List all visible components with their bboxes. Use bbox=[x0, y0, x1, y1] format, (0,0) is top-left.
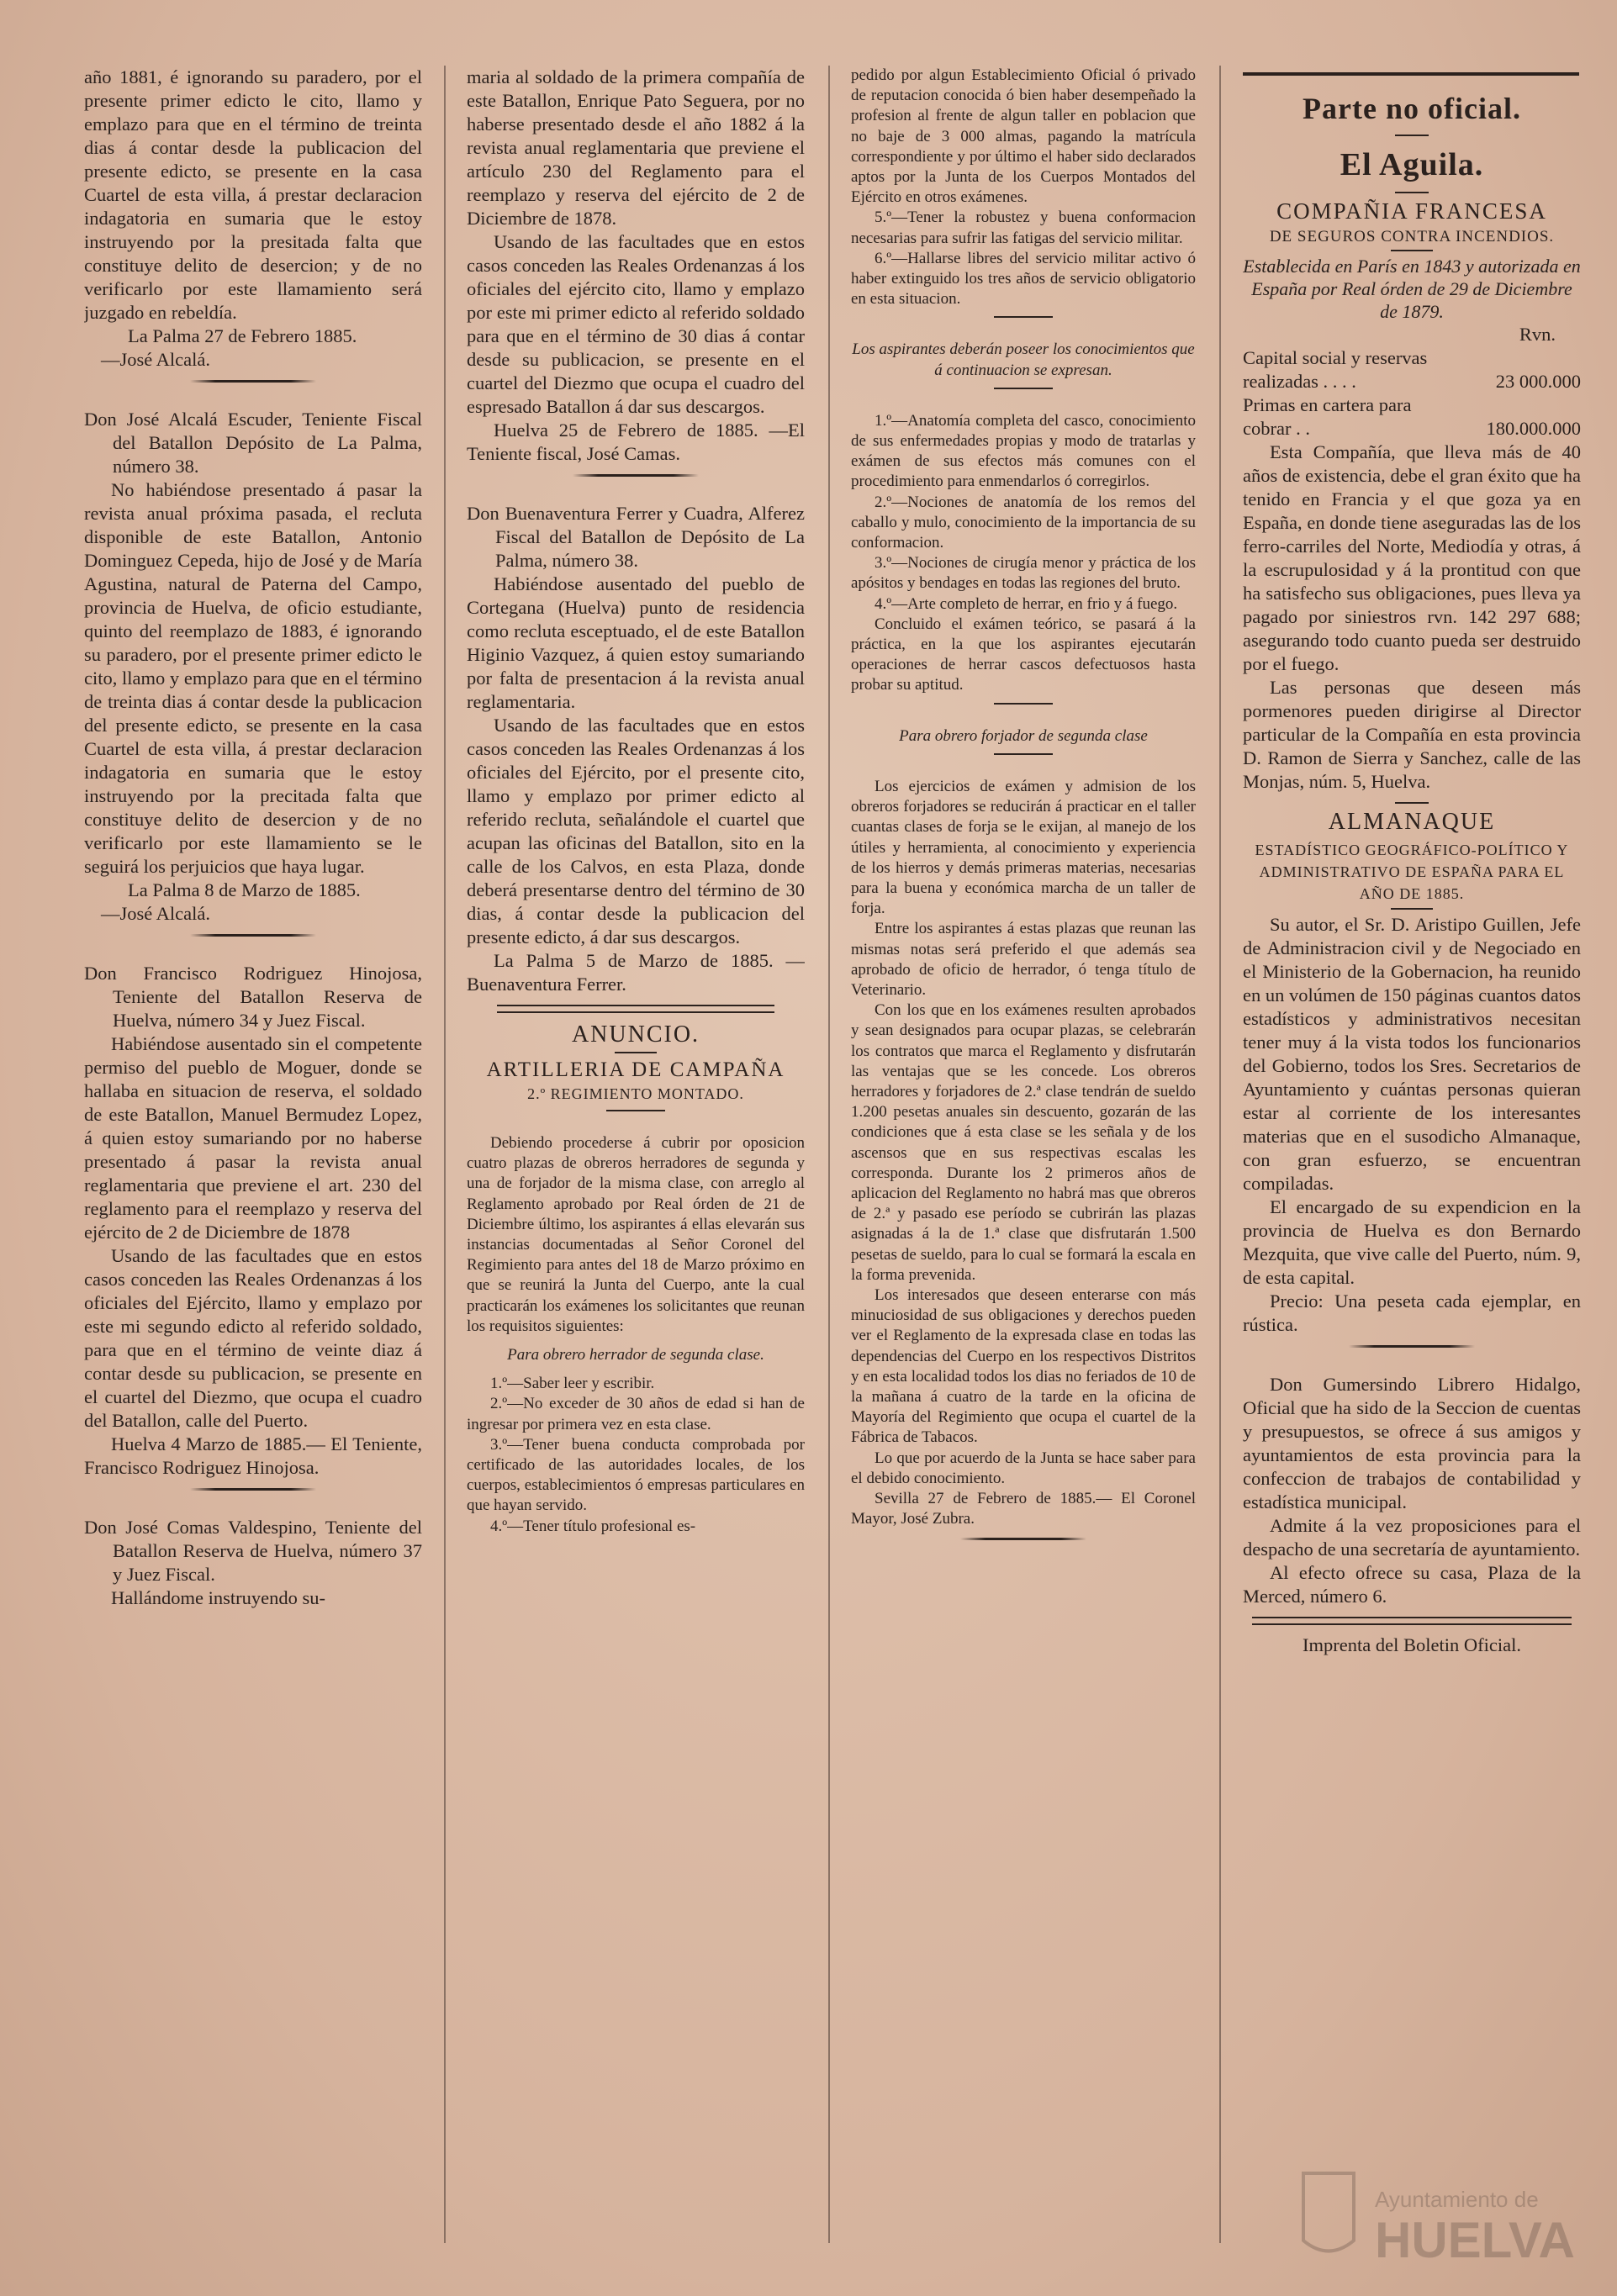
paragraph: Entre los aspirantes á estas plazas que reunan las mismas notas será preferido el que además sea aprobado de oficio de herrador, ó tenga título de Veterinario. bbox=[851, 920, 1196, 999]
separator bbox=[994, 753, 1053, 755]
paragraph: Lo que por acuerdo de la Junta se hace saber para el debido conocimiento. bbox=[851, 1449, 1196, 1487]
capital-row bbox=[1243, 346, 1581, 393]
signature: Sevilla 27 de Febrero de 1885.— El Coronel Mayor, José Zubra. bbox=[851, 1490, 1196, 1528]
stamp-line-2: HUELVA bbox=[1375, 2212, 1575, 2268]
separator bbox=[606, 1110, 665, 1111]
separator bbox=[994, 388, 1053, 389]
separator bbox=[615, 1052, 657, 1053]
paragraph: Con los que en los exámenes resulten aprobados y sean designados para ocupar plazas, se celebrarán los contratos que marca el Reglamento y disfrutarán las ventajas que se les concede. Los obreros herradores y forjadores de 2.ª clase tendrán de sueldo 1.200 pesetas anuales sin descuento, gozarán de las condiciones que á esta clase se les señala y de los ascensos que en sus respectivas escalas les corresponda. Durante los 2 primeros años de aplicacion del Reglamento no habrá mas que obreros de 2.ª y pasado ese período se cubrirán las plazas asignadas á la de 1.ª clase que disfrutarán 1.500 pesetas de sueldo, para lo cual se formará la escala en la forma prevenida. bbox=[851, 1001, 1196, 1284]
column-3 bbox=[851, 66, 1196, 1565]
primas-row bbox=[1243, 393, 1581, 441]
capital-label: Capital social y reservas realizadas . . . . bbox=[1243, 347, 1428, 392]
separator bbox=[1391, 908, 1433, 910]
paragraph: Los interesados que deseen enterarse con más minuciosidad de sus obligaciones y derechos pueden ver el Reglamento de la expresada clase en todas las dependencias del Cuerpo en los respectivos Distritos y en esta localidad todos los dias no feriados de 10 de la mañana á cuatro de la tarde en la oficina de Mayoría del Regimiento que ocupa el cuartel de la Fábrica de Tabacos. bbox=[851, 1285, 1196, 1447]
paragraph: Hallándome instruyendo su- bbox=[111, 1587, 325, 1608]
subheading: Los aspirantes deberán poseer los conocimientos que á continuacion se expresan. bbox=[852, 340, 1195, 379]
section-title: Parte no oficial. bbox=[1303, 92, 1521, 125]
paragraph: El encargado de su expendicion en la provincia de Huelva es don Bernardo Mezquita, que vive calle del Puerto, núm. 9, de esta capital. bbox=[1243, 1196, 1581, 1288]
column-2 bbox=[467, 66, 805, 1537]
capital-value: 23 000.000 bbox=[1495, 371, 1581, 392]
column-rule bbox=[828, 66, 830, 2243]
paragraph: Debiendo procederse á cubrir por oposicion cuatro plazas de obreros herradores de segunda y una de forjador de la misma clase, con arreglo al Reglamento aprobado por Real órden de 21 de Diciembre último, los aspirantes á ellas elevarán sus instancias documentadas al Señor Coronel del Regimiento para antes del 18 de Marzo próximo en que se reunirá la Junta del Cuerpo, ante la cual practicarán los exámenes los solicitantes que reunan los requisitos siguientes: bbox=[467, 1134, 805, 1335]
requirement: 6.º—Hallarse libres del servicio militar activo ó haber extinguido los tres años de servicio obligatorio en esta situacion. bbox=[851, 249, 1196, 309]
separator bbox=[1395, 135, 1429, 136]
stamp-line-1: Ayuntamiento de bbox=[1375, 2187, 1539, 2212]
requirement: 2.º—No exceder de 30 años de edad si han de ingresar por primera vez en esta clase. bbox=[467, 1395, 805, 1433]
signature: —José Alcalá. bbox=[101, 903, 210, 924]
column-rule bbox=[1219, 66, 1221, 2243]
double-rule bbox=[497, 1005, 774, 1013]
column-1 bbox=[84, 66, 422, 1610]
notice-heading: Don José Comas Valdespino, Teniente del Batallon Reserva de Huelva, número 37 y Juez Fiscal. bbox=[84, 1517, 422, 1585]
separator bbox=[960, 1538, 1086, 1540]
company-establishment: Establecida en París en 1843 y autorizada en España por Real órden de 29 de Diciembre de 1879. bbox=[1243, 256, 1581, 322]
paragraph: Usando de las facultades que en estos casos conceden las Reales Ordenanzas á los oficiales del ejército cito, llamo y emplazo por este mi primer edicto al referido soldado para que en el término de 30 dias á contar desde su publicacion, se presente en el cuartel del Diezmo que ocupa el cuadro del espresado Batallon á dar sus descargos. bbox=[467, 231, 805, 417]
column-4 bbox=[1243, 81, 1581, 1657]
almanaque-subtitle: ESTADÍSTICO GEOGRÁFICO-POLÍTICO Y ADMINISTRATIVO DE ESPAÑA PARA EL AÑO DE 1885. bbox=[1255, 842, 1569, 902]
separator bbox=[573, 474, 699, 477]
paragraph: Su autor, el Sr. D. Aristipo Guillen, Jefe de Administracion civil y de Negociado en el Ministerio de la Gobernacion, ha reunido en un volúmen de 150 páginas cuantos datos estadísticos y administrativos necesitan tener muy á la vista todos los funcionarios del Gobierno, todos los Sres. Secretarios de Ayuntamiento y cuántas personas quieran estar al corriente de los interesantes materias que en el susodicho Almanaque, con gran esfuerzo, se encuentran compiladas. bbox=[1243, 914, 1581, 1194]
paragraph: Don Gumersindo Librero Hidalgo, Oficial que ha sido de la Seccion de cuentas y presupuestos, se ofrece á sus amigos y ayuntamientos de esta provincia para la confeccion de trabajos de contabilidad y estadística municipal. bbox=[1243, 1374, 1581, 1512]
primas-label: Primas en cartera para cobrar . . bbox=[1243, 394, 1412, 439]
paragraph: Al efecto ofrece su casa, Plaza de la Merced, número 6. bbox=[1243, 1562, 1581, 1607]
separator bbox=[1395, 192, 1429, 193]
signature: —José Alcalá. bbox=[101, 349, 210, 370]
notice-heading: Don José Alcalá Escuder, Teniente Fiscal del Batallon Depósito de La Palma, número 38. bbox=[84, 409, 422, 477]
requirement: 3.º—Tener buena conducta comprobada por certificado de las autoridades locales, de los cuerpos, establecimientos ó empresas particulares en que hayan servido. bbox=[467, 1435, 805, 1515]
paragraph: Admite á la vez proposiciones para el despacho de una secretaría de ayuntamiento. bbox=[1243, 1515, 1581, 1560]
requirement: 4.º—Arte completo de herrar, en frio y á fuego. bbox=[875, 594, 1178, 613]
requirement: 3.º—Nociones de cirugía menor y práctica de los apósitos y bendages en todas las regiones del bruto. bbox=[851, 554, 1196, 593]
double-rule bbox=[1252, 1617, 1572, 1625]
separator bbox=[190, 934, 316, 937]
printer-line: Imprenta del Boletin Oficial. bbox=[1303, 1634, 1521, 1655]
paragraph: Usando de las facultades que en estos casos conceden las Reales Ordenanzas á los oficiales del Ejército, llamo y emplazo por este mi segundo edicto al referido soldado, para que en el término de veinte diaz á contar desde su publicacion, se presente en el cuartel del Diezmo, que ocupa el cuadro del Batallon, calle del Puerto. bbox=[84, 1245, 422, 1431]
paragraph: Concluido el exámen teórico, se pasará á la práctica, en la que los aspirantes ejecutarán operaciones de herrar cascos defectuosos hasta probar su aptitud. bbox=[851, 615, 1196, 694]
company-subtitle: DE SEGUROS CONTRA INCENDIOS. bbox=[1269, 228, 1555, 245]
regimiento-title: 2.º REGIMIENTO MONTADO. bbox=[527, 1085, 744, 1102]
separator bbox=[190, 1488, 316, 1491]
paragraph: Habiéndose ausentado sin el competente permiso del pueblo de Moguer, donde se hallaba en situacion de reserva, el soldado de este Batallon, Manuel Bermudez Lopez, á quien estoy sumariando por no haberse presentado á pasar la revista anual reglamentaria que previene el art. 230 del reglamento para el reemplazo y reserva del ejército de 2 de Diciembre de 1878 bbox=[84, 1033, 422, 1243]
requirement: 1.º—Saber leer y escribir. bbox=[490, 1375, 655, 1393]
municipal-watermark bbox=[1287, 2148, 1614, 2291]
signature: Huelva 25 de Febrero de 1885. —El Teniente fiscal, José Camas. bbox=[467, 420, 805, 464]
separator bbox=[994, 316, 1053, 318]
subheading: Para obrero herrador de segunda clase. bbox=[507, 1346, 764, 1364]
requirement: 4.º—Tener título profesional es- bbox=[490, 1517, 696, 1535]
paragraph: Las personas que deseen más pormenores pueden dirigirse al Director particular de la Compañía en esta provincia D. Ramon de Sierra y Sanchez, calle de las Monjas, núm. 5, Huelva. bbox=[1243, 677, 1581, 792]
separator bbox=[1395, 802, 1429, 804]
company-name: COMPAÑIA FRANCESA bbox=[1276, 198, 1547, 224]
primas-value: 180.000.000 bbox=[1486, 418, 1581, 439]
dateline: La Palma 8 de Marzo de 1885. bbox=[128, 879, 361, 900]
separator bbox=[994, 703, 1053, 705]
almanaque-title: ALMANAQUE bbox=[1328, 809, 1496, 835]
paragraph: maria al soldado de la primera compañía de este Batallon, Enrique Pato Seguera, por no haberse presentado desde el año 1882 á la revista anual reglamentaria que previene el artículo 230 del Reglamento para el reemplazo y reserva del ejército de 2 de Diciembre de 1878. bbox=[467, 66, 805, 229]
paragraph: No habiéndose presentado á pasar la revista anual próxima pasada, el recluta disponible de este Batallon, Antonio Dominguez Cepeda, hijo de José y de María Agustina, natural de Paterna del Campo, provincia de Huelva, de oficio estudiante, quinto del reemplazo de 1883, é ignorando su paradero, por el presente primer edicto le cito, llamo y emplazo para que en el término de treinta dias á contar desde la publicacion del presente edicto, se presente en la casa Cuartel de esta villa, á prestar declaracion indagatoria en sumaria que le estoy instruyendo por la precitada falta que constituye delito de desercion y de no verificarlo por este llamamiento se le seguirá los perjuicios que haya lugar. bbox=[84, 479, 422, 877]
anuncio-title: ANUNCIO. bbox=[571, 1021, 700, 1048]
artilleria-title: ARTILLERIA DE CAMPAÑA bbox=[486, 1058, 785, 1081]
requirement: 1.º—Anatomía completa del casco, conocimiento de sus enfermedades propias y modo de tratarlas y exámen de sus efectos más comunes con el procedimiento para enmendarlos ó corregirlos. bbox=[851, 411, 1196, 491]
column-rule bbox=[444, 66, 446, 2243]
signature: Huelva 4 Marzo de 1885.— El Teniente, Francisco Rodriguez Hinojosa. bbox=[84, 1433, 422, 1478]
subheading: Para obrero forjador de segunda clase bbox=[899, 726, 1148, 745]
dateline: La Palma 27 de Febrero 1885. bbox=[128, 325, 357, 346]
separator bbox=[1349, 1345, 1475, 1348]
paragraph: Esta Compañía, que lleva más de 40 años de existencia, debe el gran éxito que ha tenido en Francia y el que goza ya en España, en donde tiene aseguradas las de los ferro-carriles del Norte, Mediodía y otras, á la escrupulosidad y á la prontitud con que ha satisfecho sus obligaciones, pues lleva ya pagado por siniestros rvn. 142 297 688; asegurando todo cuanto pueda ser destruido por el fuego. bbox=[1243, 441, 1581, 674]
paragraph: pedido por algun Establecimiento Oficial ó privado de reputacion conocida ó bien haber desempeñado la profesion al frente de algun taller en poblacion que no baje de 3 000 almas, pagando la matrícula correspondiente y por último el haber sido declarados aptos por la Junta de los Cuerpos Montados del Ejército en otros exámenes. bbox=[851, 66, 1196, 207]
paragraph: Precio: Una peseta cada ejemplar, en rústica. bbox=[1243, 1291, 1581, 1335]
paragraph: Usando de las facultades que en estos casos conceden las Reales Ordenanzas á los oficiales del Ejército, por el presente cito, llamo y emplazo por primer edicto al referido recluta, señalándole el cuartel que acupan las oficinas del Batallon, sito en la calle de los Calvos, en esta Plaza, donde deberá presentarse dentro del término de 30 dias, á contar desde la publicacion del presente edicto, á dar sus descargos. bbox=[467, 715, 805, 947]
signature: La Palma 5 de Marzo de 1885. —Buenaventura Ferrer. bbox=[467, 950, 805, 995]
top-rule bbox=[1243, 72, 1579, 76]
separator bbox=[190, 380, 316, 383]
paragraph: Los ejercicios de exámen y admision de los obreros forjadores se reducirán á practicar en el taller cuantas clases de forja se le exijan, al manejo de los útiles y herramienta, al conocimiento y experiencia de los hierros y demás primeras materias, necesarias para la buena y económica marcha de un taller de forja. bbox=[851, 777, 1196, 918]
currency-label: Rvn. bbox=[1519, 324, 1556, 345]
notice-heading: Don Francisco Rodriguez Hinojosa, Teniente del Batallon Reserva de Huelva, número 34 y Juez Fiscal. bbox=[84, 963, 422, 1031]
separator bbox=[1391, 250, 1433, 251]
requirement: 5.º—Tener la robustez y buena conformacion necesarias para sufrir las fatigas del servicio militar. bbox=[851, 208, 1196, 247]
company-title: El Aguila. bbox=[1340, 147, 1484, 182]
paragraph: año 1881, é ignorando su paradero, por el presente primer edicto le cito, llamo y emplazo para que en el término de treinta dias á contar desde la publicacion del presente edicto, se presente en la casa Cuartel de esta villa, á prestar declaracion indagatoria en sumaria que le estoy instruyendo por la presitada falta que constituye delito de desercion; y de no verificarlo por este llamamiento será juzgado en rebeldía. bbox=[84, 66, 422, 323]
paragraph: Habiéndose ausentado del pueblo de Cortegana (Huelva) punto de residencia como recluta esceptuado, el de este Batallon Higinio Vazquez, á quien estoy sumariando por falta de presentacion á la revista anual reglamentaria. bbox=[467, 573, 805, 712]
requirement: 2.º—Nociones de anatomía de los remos del caballo y mulo, conocimiento de la importancia de su conformacion. bbox=[851, 493, 1196, 552]
notice-heading: Don Buenaventura Ferrer y Cuadra, Alferez Fiscal del Batallon de Depósito de La Palma, número 38. bbox=[467, 503, 805, 571]
